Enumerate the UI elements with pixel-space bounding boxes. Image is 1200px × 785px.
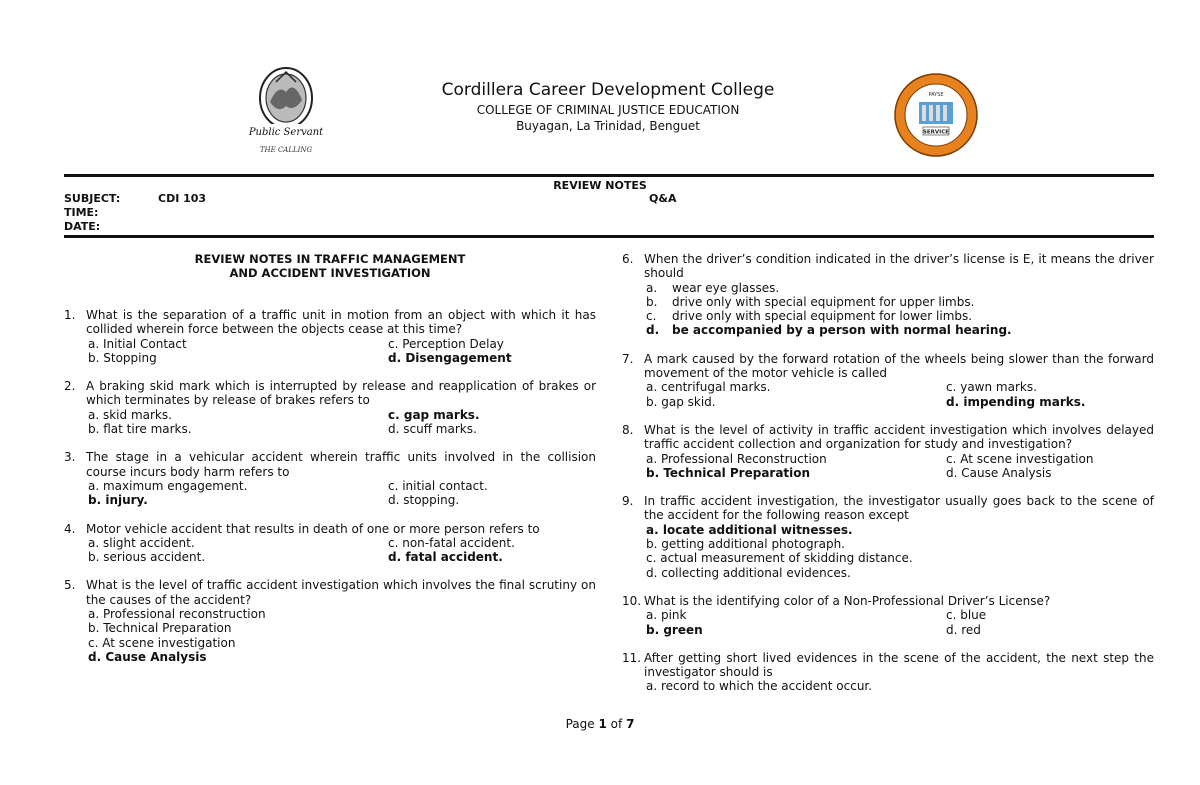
svg-text:SERVICE: SERVICE [922, 129, 950, 136]
option-row [88, 550, 596, 564]
question-list-right [622, 252, 1154, 694]
question-number: 6. [622, 252, 634, 266]
option-choice: b. Stopping [88, 350, 157, 365]
option-row [646, 452, 1154, 466]
question-number: 3. [64, 450, 76, 465]
option-row [646, 537, 1154, 551]
option-choice: c. At scene investigation [946, 451, 1094, 466]
option-row [646, 623, 1154, 637]
question-item [64, 308, 596, 365]
option-row [646, 679, 1154, 693]
section-title: REVIEW NOTES IN TRAFFIC MANAGEMENT AND ACCIDENT INVESTIGATION [194, 252, 466, 280]
header-divider-top [64, 174, 1154, 177]
question-item [64, 450, 596, 507]
option-choice: d. stopping. [388, 493, 460, 508]
college-address: Buyagan, La Trinidad, Benguet [516, 119, 700, 133]
option-row [88, 351, 596, 365]
option-row [646, 523, 1154, 537]
question-text: Motor vehicle accident that results in death of one or more person refers to [86, 521, 540, 536]
option-row [646, 566, 1154, 580]
question-stem [622, 352, 1154, 381]
option-choice: d. fatal accident. [388, 550, 503, 565]
option-choice: b. injury. [88, 493, 148, 508]
option-row [88, 621, 596, 635]
left-column [64, 252, 596, 664]
date-label: DATE: [64, 220, 101, 233]
college-seal-logo [246, 62, 326, 162]
option-row [88, 536, 596, 550]
option-letter: b. [646, 294, 658, 309]
question-text: A braking skid mark which is interrupted by release and reapplication of brakes or which terminates by release of brakes refers to [86, 379, 596, 408]
option-choice: d. Cause Analysis [88, 649, 207, 664]
question-item [622, 594, 1154, 637]
option-choice: wear eye glasses. [672, 280, 780, 295]
option-choice: a. centrifugal marks. [646, 380, 771, 395]
question-text: The stage in a vehicular accident wherein traffic units involved in the collision course incurs body harm refers to [86, 450, 596, 479]
option-choice: a. Professional reconstruction [88, 607, 266, 622]
answer-options [622, 380, 1154, 409]
option-choice: c. yawn marks. [946, 380, 1037, 395]
question-text: In traffic accident investigation, the investigator usually goes back to the scene of the accident for the following reason except [644, 494, 1154, 523]
option-choice: a. slight accident. [88, 535, 195, 550]
option-row [88, 422, 596, 436]
question-number: 4. [64, 521, 76, 536]
option-row [646, 309, 1154, 323]
option-choice: d. impending marks. [946, 394, 1086, 409]
option-choice: c. initial contact. [388, 478, 488, 493]
option-row [646, 281, 1154, 295]
header-block [360, 80, 856, 134]
question-stem [64, 379, 596, 408]
option-row [646, 323, 1154, 337]
answer-options [64, 607, 596, 664]
option-row [646, 395, 1154, 409]
question-stem [622, 494, 1154, 523]
option-choice: c. non-fatal accident. [388, 535, 515, 550]
option-row [88, 408, 596, 422]
question-number: 2. [64, 379, 76, 394]
answer-options [64, 337, 596, 366]
question-item [64, 578, 596, 664]
answer-options [622, 523, 1154, 580]
question-list-left [64, 308, 596, 664]
answer-options [64, 536, 596, 565]
department-name: COLLEGE OF CRIMINAL JUSTICE EDUCATION [476, 103, 740, 117]
option-choice: d. scuff marks. [388, 422, 477, 437]
option-choice: a. record to which the accident occur. [646, 679, 873, 694]
option-row [646, 551, 1154, 565]
option-choice: d. Disengagement [388, 350, 512, 365]
option-choice: b. getting additional photograph. [646, 537, 845, 552]
option-choice: a. Professional Reconstruction [646, 451, 827, 466]
option-choice: a. pink [646, 608, 687, 623]
review-notes-title: REVIEW NOTES [553, 179, 647, 192]
department-logo [893, 72, 979, 158]
question-text: What is the separation of a traffic unit in motion from an object with which it has collided wherein force between the objects cease at this time? [86, 308, 596, 337]
option-choice: drive only with special equipment for upper limbs. [672, 294, 975, 309]
subject-value: CDI 103 [158, 192, 207, 205]
question-text: When the driver’s condition indicated in the driver’s license is E, it means the driver should [644, 252, 1154, 281]
question-item [622, 252, 1154, 338]
question-item [622, 651, 1154, 694]
question-stem [622, 594, 1154, 608]
question-number: 9. [622, 494, 634, 509]
question-item [622, 423, 1154, 480]
option-choice: b. green [646, 622, 703, 637]
question-stem [64, 522, 596, 536]
option-row [88, 607, 596, 621]
question-stem [64, 578, 596, 607]
svg-text:PAYSE: PAYSE [928, 92, 944, 98]
page-footer: Page 1 of 7 [565, 717, 635, 731]
option-choice: drive only with special equipment for lower limbs. [672, 309, 973, 324]
header-divider-bottom [64, 235, 1154, 238]
question-number: 5. [64, 578, 76, 593]
question-number: 1. [64, 308, 76, 322]
option-row [88, 337, 596, 351]
question-item [622, 494, 1154, 580]
question-item [64, 379, 596, 436]
question-item [622, 352, 1154, 409]
svg-text:Public Servant: Public Servant [248, 127, 324, 138]
option-choice: a. skid marks. [88, 407, 172, 422]
answer-options [622, 452, 1154, 481]
option-choice: be accompanied by a person with normal hearing. [672, 323, 1012, 338]
option-choice: a. Initial Contact [88, 336, 187, 351]
option-row [646, 295, 1154, 309]
answer-options [64, 479, 596, 508]
time-label: TIME: [64, 206, 99, 219]
option-row [646, 608, 1154, 622]
option-row [88, 479, 596, 493]
answer-options [622, 608, 1154, 637]
question-number: 7. [622, 351, 634, 366]
option-letter: d. [646, 323, 660, 338]
option-choice: d. red [946, 622, 981, 637]
college-name: Cordillera Career Development College [441, 80, 775, 100]
option-letter: a. [646, 280, 658, 295]
question-stem [64, 308, 596, 337]
svg-text:THE CALLING: THE CALLING [259, 146, 313, 154]
option-choice: d. Cause Analysis [946, 465, 1052, 480]
option-choice: a. locate additional witnesses. [646, 522, 853, 537]
answer-options [622, 281, 1154, 338]
option-choice: c. gap marks. [388, 407, 480, 422]
question-text: After getting short lived evidences in the scene of the accident, the next step the investigator should is [644, 650, 1154, 680]
option-choice: c. At scene investigation [88, 635, 236, 650]
option-choice: b. Technical Preparation [88, 621, 232, 636]
option-row [88, 493, 596, 507]
question-stem [622, 423, 1154, 452]
option-letter: c. [646, 309, 657, 324]
answer-options [622, 679, 1154, 693]
option-choice: b. flat tire marks. [88, 422, 192, 437]
question-number: 8. [622, 422, 634, 437]
option-choice: b. gap skid. [646, 394, 716, 409]
question-text: A mark caused by the forward rotation of the wheels being slower than the forward movement of the motor vehicle is called [644, 351, 1154, 381]
option-choice: c. blue [946, 608, 987, 623]
option-choice: b. serious accident. [88, 550, 206, 565]
question-text: What is the level of activity in traffic accident investigation which involves delayed traffic accident collection and organization for study and investigation? [644, 422, 1154, 452]
option-choice: a. maximum engagement. [88, 478, 248, 493]
question-stem [64, 450, 596, 479]
option-row [646, 380, 1154, 394]
right-column [622, 252, 1154, 694]
question-number: 10. [622, 593, 642, 608]
question-item [64, 522, 596, 565]
question-text: What is the identifying color of a Non-Professional Driver’s License? [644, 593, 1051, 608]
subject-label: SUBJECT: [64, 192, 121, 205]
question-number: 11. [622, 650, 642, 665]
option-choice: b. Technical Preparation [646, 465, 811, 480]
answer-options [64, 408, 596, 437]
question-stem [622, 252, 1154, 281]
option-choice: d. collecting additional evidences. [646, 565, 851, 580]
option-row [88, 636, 596, 650]
option-choice: c. Perception Delay [388, 336, 504, 351]
option-row [646, 466, 1154, 480]
option-row [88, 650, 596, 664]
qa-label: Q&A [649, 192, 677, 205]
question-text: What is the level of traffic accident investigation which involves the final scrutiny on the causes of the accident? [86, 578, 596, 607]
option-choice: c. actual measurement of skidding distance. [646, 551, 913, 566]
question-stem [622, 651, 1154, 680]
